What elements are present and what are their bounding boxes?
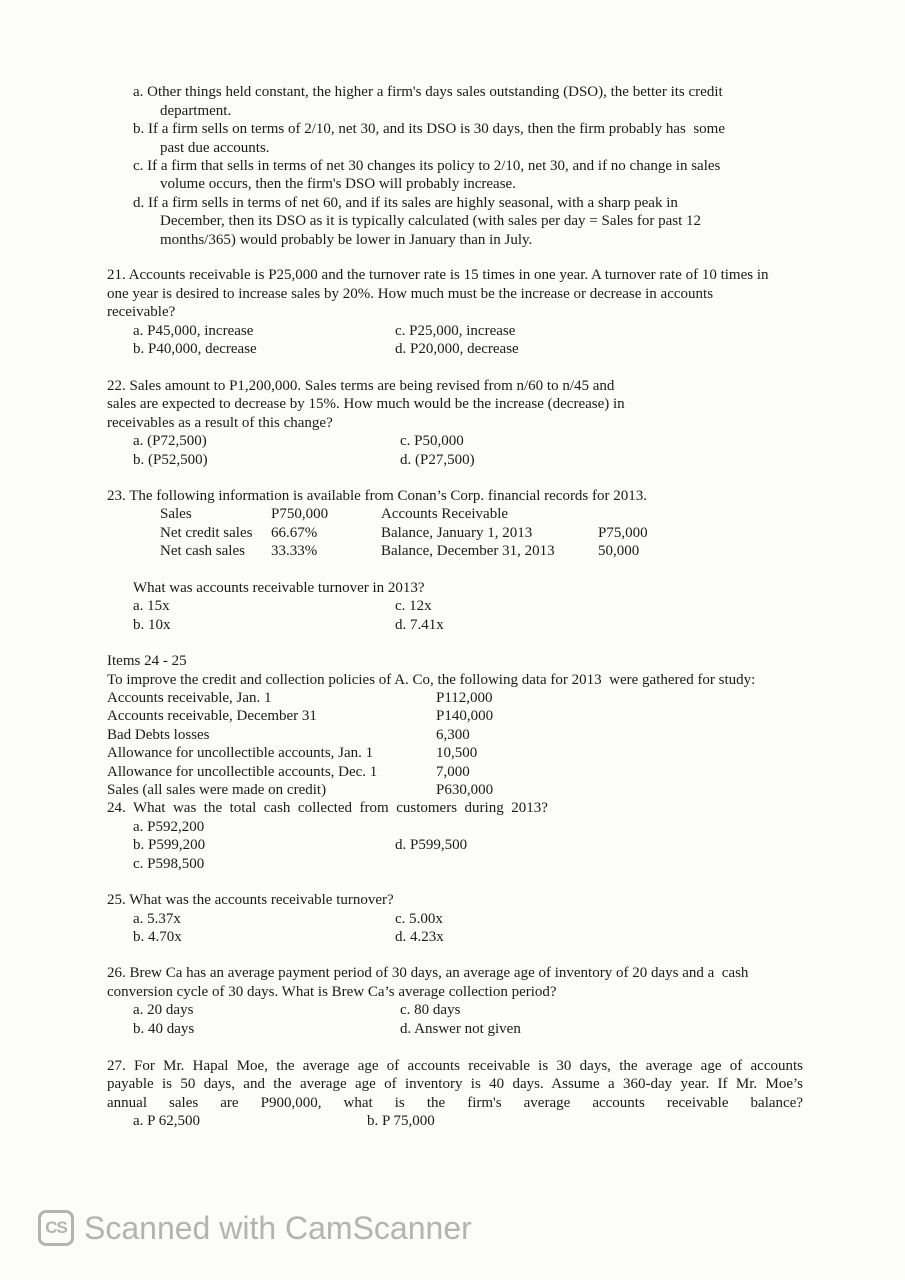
q23-ar-heading: Accounts Receivable [381,506,509,522]
q24-option-c: c. P598,500 [133,856,205,872]
camscanner-watermark [38,1206,472,1250]
items-row-value: 7,000 [436,764,470,780]
q23-credit-label: Net credit sales [160,525,253,541]
q22-option-c: c. P50,000 [400,433,464,449]
q25-option-c: c. 5.00x [395,911,443,927]
camscanner-logo-icon: CS [38,1210,74,1246]
q23-balance-dec-value: 50,000 [598,543,640,559]
items-row-label: Allowance for uncollectible accounts, Dec. 1 [107,764,378,780]
items-intro: To improve the credit and collection policies of A. Co, the following data for 2013 were gathered for study: [107,672,756,688]
items-row-label: Allowance for uncollectible accounts, Jan. 1 [107,745,374,761]
items-row-value: P112,000 [436,690,493,706]
items-heading: Items 24 - 25 [107,653,187,669]
items-row-value: P630,000 [436,782,494,798]
q25-stem: 25. What was the accounts receivable turnover? [107,892,394,908]
q23-stem: 23. The following information is available from Conan’s Corp. financial records for 2013. [107,488,648,504]
q26-option-b: b. 40 days [133,1021,195,1037]
q26-stem-line1: 26. Brew Ca has an average payment period of 30 days, an average age of inventory of 20 days and a cash [107,965,749,981]
q22-stem-line2: sales are expected to decrease by 15%. How much would be the increase (decrease) in [107,396,625,412]
q23-balance-jan-label: Balance, January 1, 2013 [381,525,533,541]
q21-stem-line1: 21. Accounts receivable is P25,000 and the turnover rate is 15 times in one year. A turnover rate of 10 times in [107,267,769,283]
q20-option-a-line2: department. [160,103,232,119]
q20-option-d-line2: December, then its DSO as it is typically calculated (with sales per day = Sales for past 12 [160,213,702,229]
q25-option-b: b. 4.70x [133,929,182,945]
q24-option-d: d. P599,500 [395,837,468,853]
q20-option-c-line1: c. If a firm that sells in terms of net 30 changes its policy to 2/10, net 30, and if no change in sales [133,158,721,174]
q23-option-a: a. 15x [133,598,170,614]
q20-option-b-line2: past due accounts. [160,140,270,156]
q20-option-d-line1: d. If a firm sells in terms of net 60, and if its sales are highly seasonal, with a sharp peak in [133,195,678,211]
q21-stem-line2: one year is desired to increase sales by 20%. How much must be the increase or decrease in accounts [107,286,714,302]
q21-option-d: d. P20,000, decrease [395,341,519,357]
q27-stem-line1: 27. For Mr. Hapal Moe, the average age of accounts receivable is 30 days, the average age of accounts [107,1058,803,1074]
q26-option-a: a. 20 days [133,1002,194,1018]
q25-option-a: a. 5.37x [133,911,181,927]
items-row-label: Sales (all sales were made on credit) [107,782,327,798]
q22-option-a: a. (P72,500) [133,433,207,449]
q27-option-b: b. P 75,000 [367,1113,435,1129]
q22-option-d: d. (P27,500) [400,452,475,468]
q27-stem-line2: payable is 50 days, and the average age of inventory is 40 days. Assume a 360-day year. If Mr. Moe’s [107,1076,803,1092]
q27-stem-line3: annual sales are P900,000, what is the firm's average accounts receivable balance? [107,1095,803,1111]
q23-balance-dec-label: Balance, December 31, 2013 [381,543,555,559]
q21-stem-line3: receivable? [107,304,176,320]
q24-option-a: a. P592,200 [133,819,205,835]
q23-balance-jan-value: P75,000 [598,525,648,541]
q23-cash-label: Net cash sales [160,543,245,559]
items-row-value: 10,500 [436,745,478,761]
q27-option-a: a. P 62,500 [133,1113,200,1129]
items-row-value: 6,300 [436,727,470,743]
q23-question: What was accounts receivable turnover in 2013? [133,580,425,596]
items-row-value: P140,000 [436,708,494,724]
q26-option-c: c. 80 days [400,1002,461,1018]
q20-option-b-line1: b. If a firm sells on terms of 2/10, net 30, and its DSO is 30 days, then the firm probably has some [133,121,725,137]
q20-option-c-line2: volume occurs, then the firm's DSO will probably increase. [160,176,516,192]
q21-option-c: c. P25,000, increase [395,323,516,339]
q25-option-d: d. 4.23x [395,929,444,945]
q21-option-b: b. P40,000, decrease [133,341,257,357]
q23-sales-value: P750,000 [271,506,329,522]
q24-option-b: b. P599,200 [133,837,206,853]
q20-option-a-line1: a. Other things held constant, the higher a firm's days sales outstanding (DSO), the better its credit [133,84,723,100]
q23-sales-label: Sales [160,506,192,522]
q26-stem-line2: conversion cycle of 30 days. What is Brew Ca’s average collection period? [107,984,557,1000]
q22-stem-line3: receivables as a result of this change? [107,415,333,431]
q23-credit-value: 66.67% [271,525,318,541]
items-row-label: Bad Debts losses [107,727,210,743]
q26-option-d: d. Answer not given [400,1021,521,1037]
q22-stem-line1: 22. Sales amount to P1,200,000. Sales terms are being revised from n/60 to n/45 and [107,378,615,394]
q23-option-b: b. 10x [133,617,171,633]
items-row-label: Accounts receivable, Jan. 1 [107,690,272,706]
q23-option-c: c. 12x [395,598,432,614]
items-row-label: Accounts receivable, December 31 [107,708,317,724]
q23-cash-value: 33.33% [271,543,318,559]
q24-stem: 24. What was the total cash collected from customers during 2013? [107,800,548,816]
camscanner-watermark-text: Scanned with CamScanner [84,1209,472,1246]
q21-option-a: a. P45,000, increase [133,323,254,339]
q20-option-d-line3: months/365) would probably be lower in January than in July. [160,232,533,248]
q23-option-d: d. 7.41x [395,617,444,633]
q22-option-b: b. (P52,500) [133,452,208,468]
